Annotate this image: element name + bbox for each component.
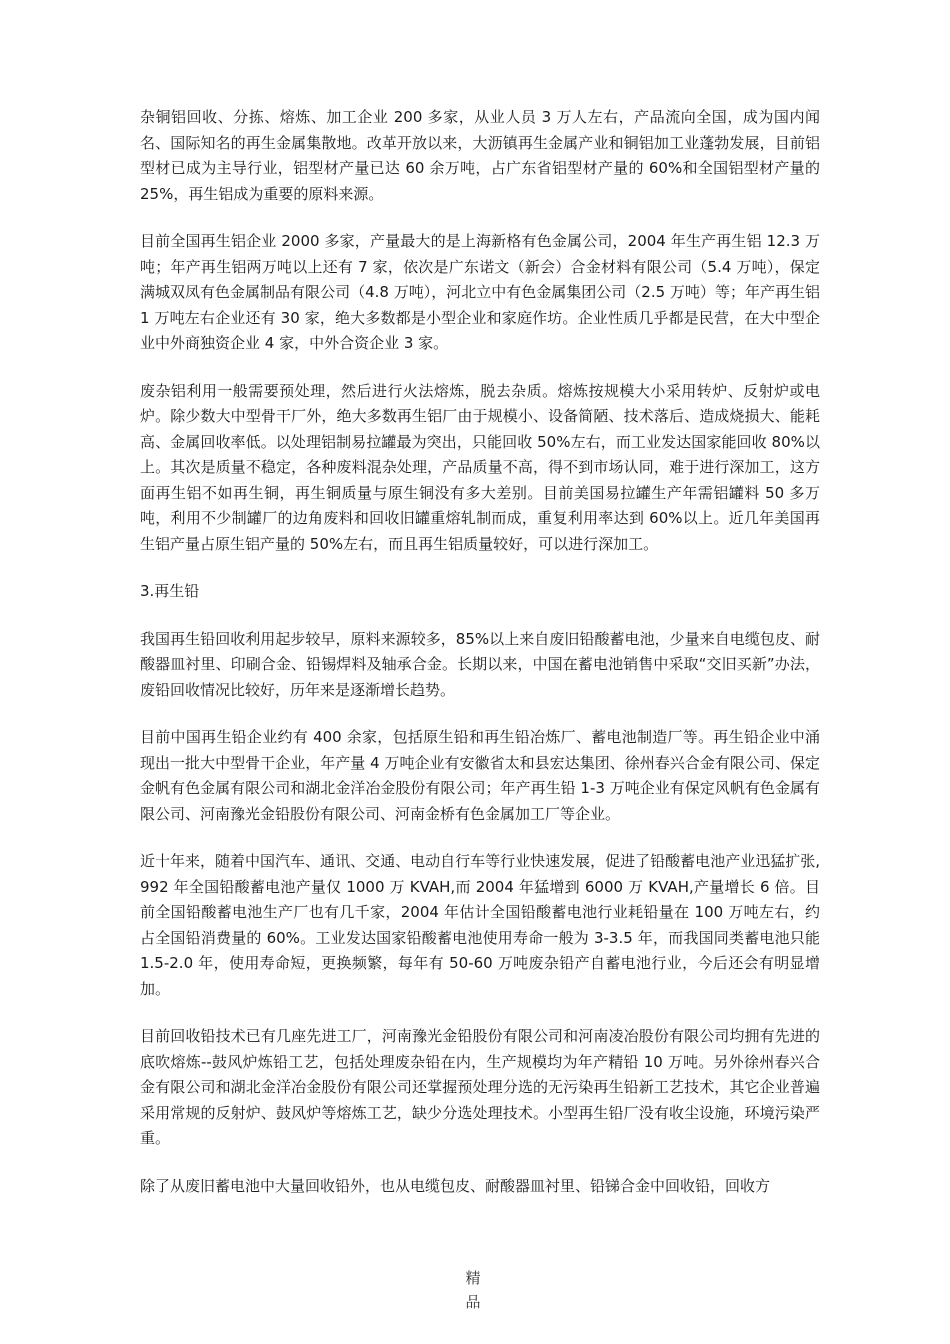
paragraph-lead-technology: 目前回收铅技术已有几座先进工厂，河南豫光金铅股份有限公司和河南凌冶股份有限公司均拥有先进的底吹熔炼--鼓风炉炼铅工艺，包括处理废杂铅在内，生产规模均为年产精铅 10 万吨。另外徐州春兴合金有限公司和湖北金洋冶金股份有限公司还掌握预处理分选的无污染再生铅新工艺技术，其它企业普遍采用常规的反射炉、鼓风炉等熔炼工艺，缺少分选处理技术。小型再生铅厂没有收尘设施，环境污染严重。 — [140, 1027, 820, 1147]
document-body — [140, 105, 820, 1221]
paragraph-aluminum-process: 废杂铝利用一般需要预处理，然后进行火法熔炼，脱去杂质。熔炼按规模大小采用转炉、反射炉或电炉。除少数大中型骨干厂外，绝大多数再生铝厂由于规模小、设备简陋、技术落后、造成烧损大、能耗高、金属回收率低。以处理铝制易拉罐最为突出，只能回收 50%左右，而工业发达国家能回收 80%以上。其次是质量不稳定，各种废料混杂处理，产品质量不高，得不到市场认同，难于进行深加工，这方面再生铝不如再生铜，再生铜质量与原生铜没有多大差别。目前美国易拉罐生产年需铝罐料 50 多万吨，利用不少制罐厂的边角废料和回收旧罐重熔轧制而成，重复利用率达到 60%以上。近几年美国再生铝产量占原生铝产量的 50%左右，而且再生铝质量较好，可以进行深加工。 — [140, 381, 820, 553]
paragraph-lead-other-sources: 除了从废旧蓄电池中大量回收铅外，也从电缆包皮、耐酸器皿衬里、铅锑合金中回收铅，回收方 — [140, 1176, 771, 1195]
page-footer: 精品 — [465, 1269, 481, 1311]
section-heading-recycled-lead: 3.再生铅 — [140, 582, 200, 600]
paragraph-lead-battery-growth: 近十年来，随着中国汽车、通讯、交通、电动自行车等行业快速发展，促进了铅酸蓄电池产业迅猛扩张,992 年全国铅酸蓄电池产量仅 1000 万 KVAH,而 2004 年猛增到 6000 万 KVAH,产量增长 6 倍。目前全国铅酸蓄电池生产厂也有几千家，2004 年估计全国铅酸蓄电池行业耗铅量在 100 万吨左右，约占全国铅消费量的 60%。工业发达国家铅酸蓄电池使用寿命一般为 3-3.5 年，而我国同类蓄电池只能 1.5-2.0 年，使用寿命短，更换频繁，每年有 50-60 万吨废杂铅产自蓄电池行业，今后还会有明显增加。 — [140, 852, 820, 998]
paragraph-aluminum-dali: 杂铜铝回收、分拣、熔炼、加工企业 200 多家，从业人员 3 万人左右，产品流向全国，成为国内闻名、国际知名的再生金属集散地。改革开放以来，大沥镇再生金属产业和铜铝加工业蓬勃发展，目前铝型材已成为主导行业，铝型材产量已达 60 余万吨，占广东省铝型材产量的 60%和全国铝型材产量的 25%，再生铝成为重要的原料来源。 — [140, 108, 820, 203]
paragraph-aluminum-enterprises: 目前全国再生铝企业 2000 多家，产量最大的是上海新格有色金属公司，2004 年生产再生铝 12.3 万吨；年产再生铝两万吨以上还有 7 家，依次是广东诺文（新会）合金材料有限公司（5.4 万吨），保定满城双凤有色金属制品有限公司（4.8 万吨），河北立中有色金属集团公司（2.5 万吨）等；年产再生铝 1 万吨左右企业还有 30 家，绝大多数都是小型企业和家庭作坊。企业性质几乎都是民营，在大中型企业中外商独资企业 4 家，中外合资企业 3 家。 — [140, 232, 820, 352]
paragraph-lead-sources: 我国再生铅回收利用起步较早，原料来源较多，85%以上来自废旧铅酸蓄电池，少量来自电缆包皮、耐酸器皿衬里、印刷合金、铅锡焊料及轴承合金。长期以来，中国在蓄电池销售中采取“交旧买新”办法，废铅回收情况比较好，历年来是逐渐增长趋势。 — [140, 629, 820, 699]
paragraph-lead-enterprises: 目前中国再生铅企业约有 400 余家，包括原生铅和再生铅冶炼厂、蓄电池制造厂等。再生铅企业中涌现出一批大中型骨干企业，年产量 4 万吨企业有安徽省太和县宏达集团、徐州春兴合金有限公司、保定金帆有色金属有限公司和湖北金洋冶金股份有限公司；年产再生铅 1-3 万吨企业有保定风帆有色金属有限公司、河南豫光金铅股份有限公司、河南金桥有色金属加工厂等企业。 — [140, 728, 820, 823]
